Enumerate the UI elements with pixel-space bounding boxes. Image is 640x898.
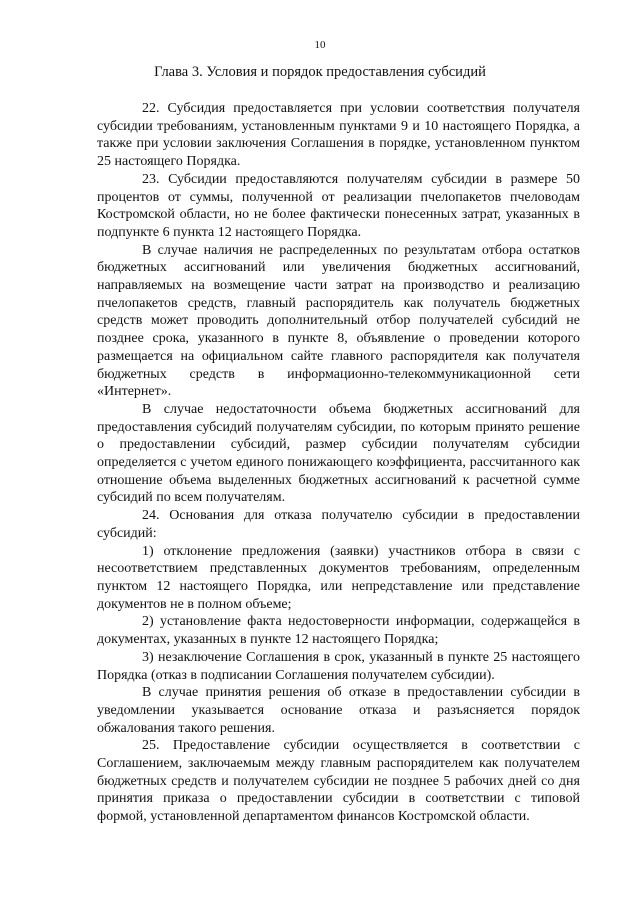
paragraph-24-refusal-notice: В случае принятия решения об отказе в предоставлении субсидии в уведомлении указывается основание отказа и разъясняется порядок обжалования такого решения. <box>97 685 580 736</box>
paragraph-25: 25. Предоставление субсидии осуществляется в соответствии с Соглашением, заключаемым между главным распорядителем как получателем бюджетных средств и получателем субсидии не позднее 5 рабочих дней со дня принятия приказа о предоставлении субсидии в соответствии с типовой формой, установленной департаментом финансов Костромской области. <box>97 738 580 825</box>
page-number: 10 <box>314 39 326 51</box>
paragraph-23-insufficient-funds: В случае недостаточности объема бюджетных ассигнований для предоставления субсидий получателям субсидии, по которым принято решение о предоставлении субсидий, размер субсидии получателям субсидии определяется с учетом единого понижающего коэффициента, рассчитанного как отношение объема выделенных бюджетных ассигнований к расчетной сумме субсидий по всем получателям. <box>97 401 580 506</box>
document-body <box>97 100 580 826</box>
paragraph-24-item-2: 2) установление факта недостоверности информации, содержащейся в документах, указанных в пункте 12 настоящего Порядка; <box>97 614 580 648</box>
chapter-title: Глава 3. Условия и порядок предоставления субсидий <box>154 64 486 80</box>
paragraph-23-additional-selection: В случае наличия не распределенных по результатам отбора остатков бюджетных ассигнований или увеличения бюджетных ассигнований, направляемых на возмещение части затрат на производство и реализацию пчелопакетов средств, главный распорядитель как получатель бюджетных средств может проводить дополнительный отбор получателей субсидий не позднее срока, указанного в пункте 8, объявление о проведении которого размещается на официальном сайте главного распорядителя как получателя бюджетных средств в информационно-телекоммуникационной сети «Интернет». <box>97 242 580 400</box>
paragraph-22: 22. Субсидия предоставляется при условии соответствия получателя субсидии требованиям, установленным пунктами 9 и 10 настоящего Порядка, а также при условии заключения Соглашения в порядке, установленном пунктом 25 настоящего Порядка. <box>97 101 580 170</box>
paragraph-24: 24. Основания для отказа получателю субсидии в предоставлении субсидий: <box>97 508 580 541</box>
paragraph-23: 23. Субсидии предоставляются получателям субсидии в размере 50 процентов от суммы, полученной от реализации пчелопакетов пчеловодам Костромской области, но не более фактически понесенных затрат, указанных в подпункте 6 пункта 12 настоящего Порядка. <box>97 171 580 240</box>
paragraph-24-item-3: 3) незаключение Соглашения в срок, указанный в пункте 25 настоящего Порядка (отказ в подписании Соглашения получателем субсидии). <box>97 649 580 683</box>
paragraph-24-item-1: 1) отклонение предложения (заявки) участников отбора в связи с несоответствием представленных документов требованиям, определенным пунктом 12 настоящего Порядка, или непредставление или представление документов не в полном объеме; <box>97 543 580 612</box>
